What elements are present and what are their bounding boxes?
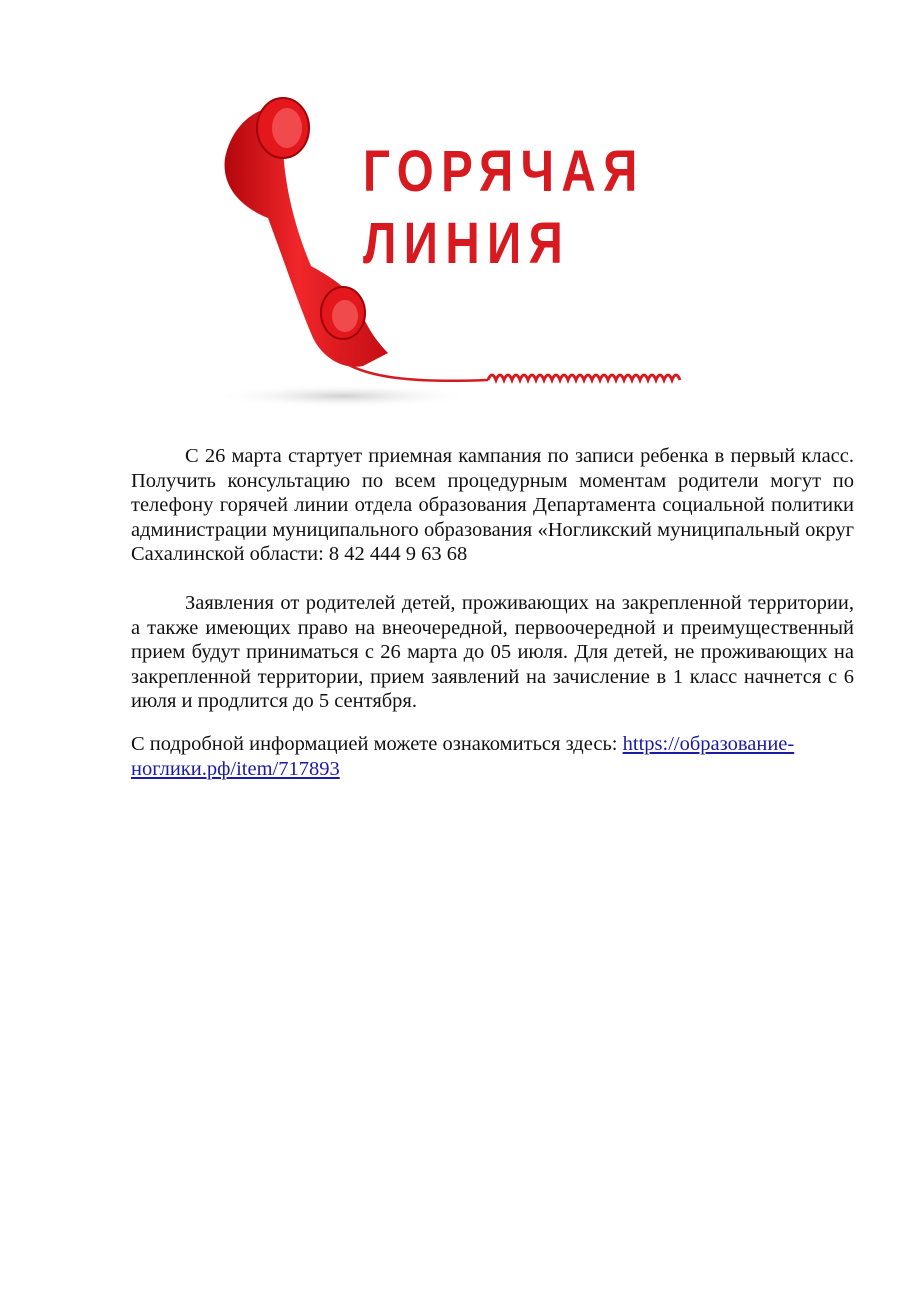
paragraph-application-dates: Заявления от родителей детей, проживающих на закрепленной территории, а также имеющих право на внеочередной, первоочередной и преимущественный прием будут приниматься с 26 марта до 05 июля. Для детей, не проживающих на закрепленной территории, прием заявлений на зачисление в 1 класс начнется с 6 июля и продлится до 5 сентября. bbox=[131, 591, 854, 713]
banner-title-line2: ЛИНИЯ bbox=[363, 211, 571, 276]
info-link[interactable]: https://образование-ноглики.рф/item/717893 bbox=[131, 732, 795, 780]
hotline-banner bbox=[213, 88, 713, 418]
more-info-text: С подробной информацией можете ознакомиться здесь: bbox=[131, 732, 623, 755]
paragraph-hotline: С 26 марта стартует приемная кампания по записи ребенка в первый класс. Получить консультацию по всем процедурным моментам родители могут по телефону горячей линии отдела образования Департамента социальной политики администрации муниципального образования «Ногликский муниципальный округ Сахалинской области: 8 42 444 9 63 68 bbox=[131, 445, 854, 566]
document-body bbox=[131, 444, 854, 781]
paragraph-more-info bbox=[131, 732, 854, 781]
banner-title bbox=[363, 136, 645, 280]
banner-title-line1: ГОРЯЧАЯ bbox=[363, 139, 645, 204]
